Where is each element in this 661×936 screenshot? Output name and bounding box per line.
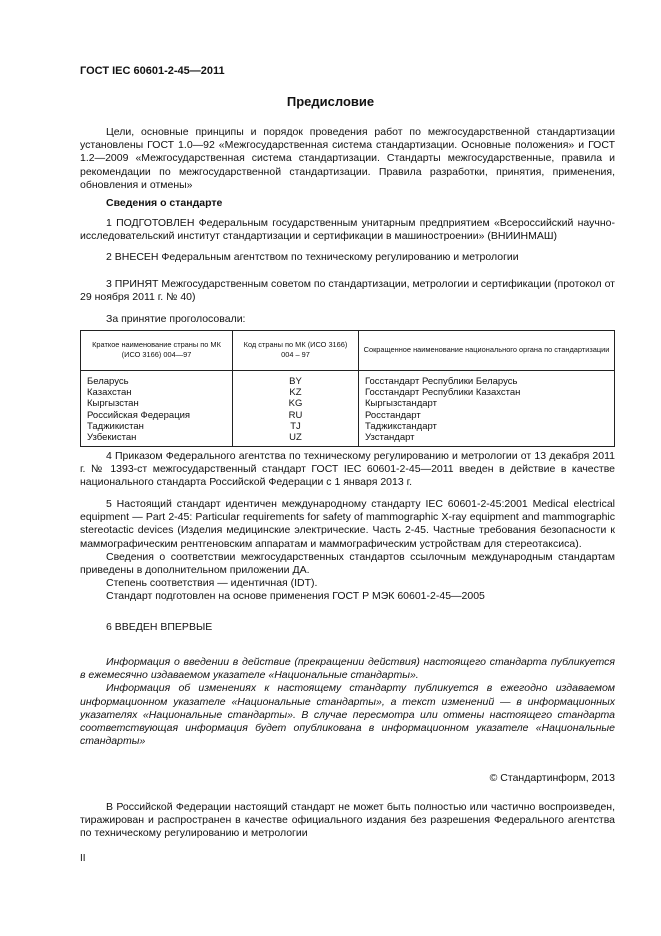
item-5-conformity-degree: Степень соответствия — идентичная (IDT). — [106, 577, 318, 590]
item-3 — [80, 278, 615, 304]
page-number: II — [80, 853, 86, 864]
publication-info-section — [80, 656, 615, 748]
info-paragraph-2: Информация об изменениях к настоящему стандарту публикуется в ежегодно издаваемом информационном указателе «Национальные стандарты», а текст изменений — в информационных указателях «Национальные стандарты». В случае пересмотра или отмены настоящего стандарта соответствующая информация будет опубликована в информационном указателе «Национальные стандарты» — [80, 682, 615, 748]
item-5 — [80, 498, 615, 604]
header-standards-body: Сокращенное наименование национального органа по стандартизации — [359, 331, 615, 371]
header-country-name: Краткое наименование страны по МК (ИСО 3166) 004—97 — [81, 331, 233, 371]
item-6 — [80, 621, 615, 634]
voted-label: За принятие проголосовали: — [106, 313, 246, 325]
standards-body: Узстандарт — [359, 432, 615, 447]
item-3-text: 3 ПРИНЯТ Межгосударственным советом по стандартизации, метрологии и сертификации (протокол от 29 ноября 2011 г. № 40) — [80, 278, 615, 304]
intro-paragraph: Цели, основные принципы и порядок проведения работ по межгосударственной стандартизации установлены ГОСТ 1.0—92 «Межгосударственная система стандартизации. Основные положения» и ГОСТ 1.2—2009 «Межгосударственная система стандартизации. Стандарты межгосударственные, правила и рекомендации по межгосударственной стандартизации. Правила разработки, принятия, применения, обновления и отмены» — [80, 126, 615, 191]
table-row — [81, 432, 615, 447]
standards-body: Росстандарт — [359, 410, 615, 421]
section-subheading: Сведения о стандарте — [106, 197, 223, 209]
table-header-row — [81, 331, 615, 371]
country-code: TJ — [233, 421, 359, 432]
item-4-text: 4 Приказом Федерального агентства по техническому регулированию и метрологии от 13 декабря 2011 г. № 1393-ст межгосударственный стандарт ГОСТ IEC 60601-2-45—2011 введен в действие в качестве национального стандарта Российской Федерации с 1 января 2013 г. — [80, 450, 615, 489]
standard-info-section — [80, 197, 615, 210]
country-name: Таджикистан — [81, 421, 233, 432]
country-code: BY — [233, 371, 359, 388]
item-2 — [80, 251, 615, 264]
table-row — [81, 398, 615, 409]
standards-body: Кыргызстандарт — [359, 398, 615, 409]
item-2-text: 2 ВНЕСЕН Федеральным агентством по техническому регулированию и метрологии — [106, 251, 519, 263]
voting-table — [80, 330, 615, 447]
table-row — [81, 421, 615, 432]
country-name: Российская Федерация — [81, 410, 233, 421]
country-name: Казахстан — [81, 387, 233, 398]
voted-label-block — [80, 313, 615, 326]
document-code: ГОСТ IEC 60601-2-45—2011 — [80, 65, 225, 77]
intro-section — [80, 126, 615, 192]
country-code: UZ — [233, 432, 359, 447]
standards-body: Госстандарт Республики Беларусь — [359, 371, 615, 388]
item-1-text: 1 ПОДГОТОВЛЕН Федеральным государственным унитарным предприятием «Всероссийский научно-исследовательский институт стандартизации и сертификации в машиностроении» (ВНИИНМАШ) — [80, 217, 615, 243]
header-country-code: Код страны по МК (ИСО 3166) 004 – 97 — [233, 331, 359, 371]
standards-body: Госстандарт Республики Казахстан — [359, 387, 615, 398]
table-row — [81, 410, 615, 421]
item-4 — [80, 450, 615, 490]
info-paragraph-1: Информация о введении в действие (прекращении действия) настоящего стандарта публикуется в ежемесячно издаваемом указателе «Национальные стандарты». — [80, 656, 615, 682]
rights-paragraph: В Российской Федерации настоящий стандарт не может быть полностью или частично воспроизведен, тиражирован и распространен в качестве официального издания без разрешения Федерального агентства по техническому регулированию и метрологии — [80, 801, 615, 840]
item-6-text: 6 ВВЕДЕН ВПЕРВЫЕ — [106, 621, 213, 633]
country-name: Беларусь — [81, 371, 233, 388]
item-5-references-note: Сведения о соответствии межгосударственных стандартов ссылочным международным стандартам приведены в дополнительном приложении ДА. — [80, 550, 615, 577]
country-code: KG — [233, 398, 359, 409]
country-name: Кыргызстан — [81, 398, 233, 409]
item-5-text: 5 Настоящий стандарт идентичен международному стандарту IEC 60601-2-45:2001 Medical electrical equipment — Part 2-45: Particular requirements for safety of mammographic X-ray equipment and mammographic stereotactic devices (Изделия медицинские электрические. Часть 2-45. Частные требования безопасности к маммографическим рентгеновским аппаратам и маммографическим устройствам для стереотаксиса). — [80, 498, 615, 550]
rights-section — [80, 801, 615, 841]
country-code: KZ — [233, 387, 359, 398]
item-1 — [80, 217, 615, 243]
country-code: RU — [233, 410, 359, 421]
table-row — [81, 371, 615, 388]
item-5-basis-note: Стандарт подготовлен на основе применения ГОСТ Р МЭК 60601-2-45—2005 — [106, 590, 485, 603]
copyright-line: © Стандартинформ, 2013 — [489, 772, 615, 784]
standards-body: Таджикстандарт — [359, 421, 615, 432]
country-name: Узбекистан — [81, 432, 233, 447]
page-title: Предисловие — [286, 94, 375, 109]
table-row — [81, 387, 615, 398]
